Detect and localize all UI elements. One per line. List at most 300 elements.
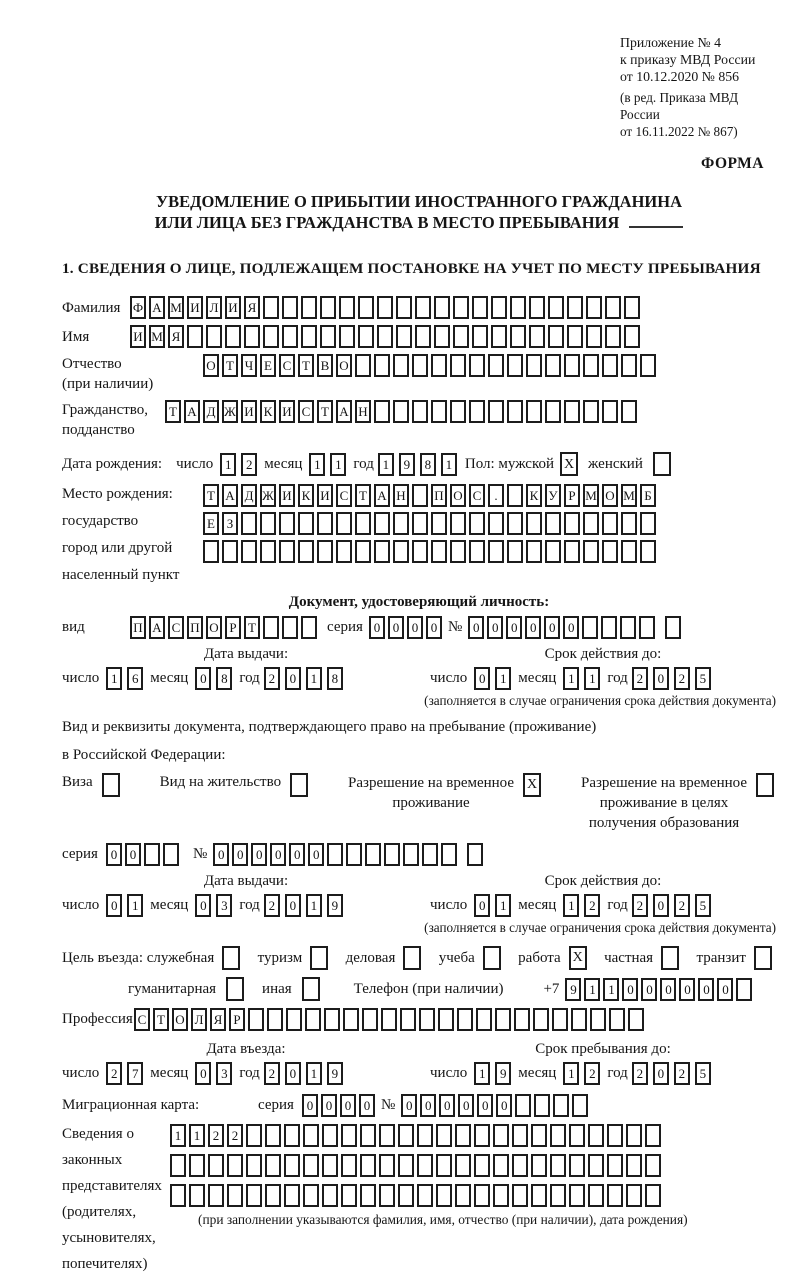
citizenship-boxes[interactable] (165, 400, 637, 423)
char-cell[interactable] (317, 512, 333, 535)
char-cell[interactable] (474, 1154, 490, 1177)
char-cell[interactable] (564, 400, 580, 423)
char-cell[interactable]: 0 (653, 894, 669, 917)
char-cell[interactable] (507, 400, 523, 423)
char-cell[interactable] (282, 325, 298, 348)
purpose-official-checkbox[interactable] (222, 946, 240, 970)
char-cell[interactable]: 9 (327, 894, 343, 917)
char-cell[interactable]: Ч (241, 354, 257, 377)
char-cell[interactable] (317, 540, 333, 563)
char-cell[interactable]: 0 (439, 1094, 455, 1117)
char-cell[interactable]: Р (229, 1008, 245, 1031)
char-cell[interactable] (607, 1154, 623, 1177)
char-cell[interactable] (453, 325, 469, 348)
char-cell[interactable] (265, 1124, 281, 1147)
char-cell[interactable]: 1 (584, 667, 600, 690)
char-cell[interactable]: 0 (474, 894, 490, 917)
birth-year-boxes[interactable] (378, 453, 457, 476)
visa-checkbox[interactable] (102, 773, 120, 797)
char-cell[interactable]: З (222, 512, 238, 535)
char-cell[interactable] (491, 325, 507, 348)
char-cell[interactable]: 2 (264, 1062, 280, 1085)
char-cell[interactable]: 1 (584, 978, 600, 1001)
char-cell[interactable]: 2 (264, 894, 280, 917)
char-cell[interactable] (400, 1008, 416, 1031)
char-cell[interactable] (626, 1124, 642, 1147)
char-cell[interactable] (469, 512, 485, 535)
char-cell[interactable] (510, 325, 526, 348)
char-cell[interactable]: 0 (401, 1094, 417, 1117)
char-cell[interactable]: 1 (106, 667, 122, 690)
char-cell[interactable]: 9 (327, 1062, 343, 1085)
char-cell[interactable] (222, 540, 238, 563)
char-cell[interactable] (263, 325, 279, 348)
char-cell[interactable] (284, 1124, 300, 1147)
char-cell[interactable] (567, 325, 583, 348)
char-cell[interactable]: С (336, 484, 352, 507)
char-cell[interactable]: 0 (195, 1062, 211, 1085)
char-cell[interactable] (545, 400, 561, 423)
stay-day-boxes[interactable] (474, 1062, 511, 1085)
char-cell[interactable] (144, 843, 160, 866)
char-cell[interactable]: 6 (127, 667, 143, 690)
char-cell[interactable] (620, 616, 636, 639)
char-cell[interactable] (282, 296, 298, 319)
char-cell[interactable] (227, 1184, 243, 1207)
char-cell[interactable] (436, 1124, 452, 1147)
char-cell[interactable] (422, 843, 438, 866)
char-cell[interactable] (545, 354, 561, 377)
passport-number-boxes[interactable] (468, 616, 681, 639)
char-cell[interactable] (514, 1008, 530, 1031)
char-cell[interactable] (336, 512, 352, 535)
migration-number-boxes[interactable] (401, 1094, 588, 1117)
char-cell[interactable] (665, 616, 681, 639)
char-cell[interactable]: 0 (407, 616, 423, 639)
char-cell[interactable]: 1 (330, 453, 346, 476)
char-cell[interactable]: 3 (216, 1062, 232, 1085)
rvp-issue-day-boxes[interactable] (106, 894, 143, 917)
char-cell[interactable]: О (203, 354, 219, 377)
char-cell[interactable] (488, 540, 504, 563)
residence-permit-checkbox[interactable] (290, 773, 308, 797)
char-cell[interactable] (552, 1008, 568, 1031)
char-cell[interactable] (553, 1094, 569, 1117)
passport-issue-day-boxes[interactable] (106, 667, 143, 690)
rvp-issue-month-boxes[interactable] (195, 894, 232, 917)
entry-month-boxes[interactable] (195, 1062, 232, 1085)
char-cell[interactable] (569, 1124, 585, 1147)
char-cell[interactable] (602, 540, 618, 563)
char-cell[interactable] (260, 540, 276, 563)
char-cell[interactable] (550, 1154, 566, 1177)
char-cell[interactable] (586, 296, 602, 319)
char-cell[interactable] (441, 843, 457, 866)
char-cell[interactable]: 1 (563, 1062, 579, 1085)
char-cell[interactable]: Р (225, 616, 241, 639)
char-cell[interactable] (476, 1008, 492, 1031)
char-cell[interactable]: 1 (495, 894, 511, 917)
representatives-boxes-row3[interactable] (170, 1184, 688, 1207)
char-cell[interactable]: 9 (495, 1062, 511, 1085)
char-cell[interactable] (241, 512, 257, 535)
char-cell[interactable]: У (545, 484, 561, 507)
char-cell[interactable] (398, 1124, 414, 1147)
char-cell[interactable]: 0 (679, 978, 695, 1001)
rvp-valid-year-boxes[interactable] (632, 894, 711, 917)
char-cell[interactable]: 0 (563, 616, 579, 639)
char-cell[interactable] (341, 1154, 357, 1177)
char-cell[interactable] (417, 1154, 433, 1177)
char-cell[interactable] (265, 1154, 281, 1177)
char-cell[interactable] (569, 1154, 585, 1177)
char-cell[interactable] (398, 1154, 414, 1177)
char-cell[interactable]: Т (298, 354, 314, 377)
char-cell[interactable] (360, 1124, 376, 1147)
char-cell[interactable] (526, 354, 542, 377)
char-cell[interactable] (415, 296, 431, 319)
char-cell[interactable] (301, 296, 317, 319)
char-cell[interactable] (438, 1008, 454, 1031)
birth-place-boxes-row3[interactable] (203, 540, 656, 563)
char-cell[interactable] (607, 1184, 623, 1207)
char-cell[interactable] (379, 1124, 395, 1147)
char-cell[interactable] (377, 325, 393, 348)
char-cell[interactable] (298, 540, 314, 563)
char-cell[interactable] (550, 1124, 566, 1147)
female-checkbox[interactable] (653, 452, 671, 476)
char-cell[interactable]: 0 (270, 843, 286, 866)
char-cell[interactable]: 2 (208, 1124, 224, 1147)
char-cell[interactable]: К (526, 484, 542, 507)
char-cell[interactable]: 2 (632, 1062, 648, 1085)
char-cell[interactable] (531, 1154, 547, 1177)
char-cell[interactable] (206, 325, 222, 348)
char-cell[interactable] (545, 512, 561, 535)
char-cell[interactable] (303, 1184, 319, 1207)
char-cell[interactable]: 0 (506, 616, 522, 639)
char-cell[interactable] (412, 354, 428, 377)
char-cell[interactable] (284, 1184, 300, 1207)
char-cell[interactable] (360, 1184, 376, 1207)
char-cell[interactable] (450, 540, 466, 563)
char-cell[interactable] (469, 354, 485, 377)
char-cell[interactable] (548, 296, 564, 319)
char-cell[interactable] (298, 512, 314, 535)
char-cell[interactable] (624, 296, 640, 319)
char-cell[interactable] (431, 540, 447, 563)
char-cell[interactable] (455, 1124, 471, 1147)
char-cell[interactable] (377, 296, 393, 319)
char-cell[interactable] (322, 1154, 338, 1177)
rvp-issue-year-boxes[interactable] (264, 894, 343, 917)
char-cell[interactable] (491, 296, 507, 319)
char-cell[interactable] (583, 400, 599, 423)
char-cell[interactable]: 3 (216, 894, 232, 917)
char-cell[interactable]: 0 (660, 978, 676, 1001)
char-cell[interactable] (588, 1184, 604, 1207)
birth-day-boxes[interactable] (220, 453, 257, 476)
char-cell[interactable] (241, 540, 257, 563)
char-cell[interactable] (381, 1008, 397, 1031)
char-cell[interactable] (419, 1008, 435, 1031)
char-cell[interactable] (590, 1008, 606, 1031)
char-cell[interactable]: А (149, 616, 165, 639)
char-cell[interactable]: М (149, 325, 165, 348)
char-cell[interactable] (301, 325, 317, 348)
char-cell[interactable]: П (431, 484, 447, 507)
char-cell[interactable]: 0 (285, 667, 301, 690)
char-cell[interactable] (260, 512, 276, 535)
char-cell[interactable] (434, 296, 450, 319)
char-cell[interactable] (512, 1124, 528, 1147)
char-cell[interactable] (267, 1008, 283, 1031)
char-cell[interactable] (510, 296, 526, 319)
char-cell[interactable]: 0 (653, 1062, 669, 1085)
char-cell[interactable]: 0 (251, 843, 267, 866)
char-cell[interactable]: С (298, 400, 314, 423)
char-cell[interactable] (512, 1154, 528, 1177)
char-cell[interactable] (602, 400, 618, 423)
char-cell[interactable] (493, 1124, 509, 1147)
char-cell[interactable]: 0 (622, 978, 638, 1001)
char-cell[interactable] (286, 1008, 302, 1031)
char-cell[interactable] (358, 325, 374, 348)
char-cell[interactable] (455, 1184, 471, 1207)
char-cell[interactable] (379, 1184, 395, 1207)
char-cell[interactable] (453, 296, 469, 319)
char-cell[interactable]: 2 (264, 667, 280, 690)
char-cell[interactable]: П (187, 616, 203, 639)
char-cell[interactable]: 0 (717, 978, 733, 1001)
char-cell[interactable]: Д (203, 400, 219, 423)
char-cell[interactable] (412, 484, 428, 507)
char-cell[interactable] (374, 540, 390, 563)
char-cell[interactable] (621, 400, 637, 423)
char-cell[interactable] (621, 540, 637, 563)
char-cell[interactable]: Я (210, 1008, 226, 1031)
char-cell[interactable] (545, 540, 561, 563)
char-cell[interactable] (493, 1154, 509, 1177)
purpose-humanitarian-checkbox[interactable] (226, 977, 244, 1001)
char-cell[interactable]: Н (393, 484, 409, 507)
char-cell[interactable]: О (172, 1008, 188, 1031)
char-cell[interactable] (450, 354, 466, 377)
char-cell[interactable]: 9 (565, 978, 581, 1001)
char-cell[interactable]: 0 (426, 616, 442, 639)
char-cell[interactable] (601, 616, 617, 639)
char-cell[interactable]: 0 (213, 843, 229, 866)
char-cell[interactable] (339, 296, 355, 319)
char-cell[interactable] (374, 354, 390, 377)
char-cell[interactable]: А (374, 484, 390, 507)
char-cell[interactable] (572, 1094, 588, 1117)
char-cell[interactable] (474, 1184, 490, 1207)
char-cell[interactable]: 2 (632, 894, 648, 917)
char-cell[interactable]: 0 (106, 894, 122, 917)
char-cell[interactable]: 0 (232, 843, 248, 866)
char-cell[interactable] (645, 1154, 661, 1177)
char-cell[interactable] (431, 354, 447, 377)
char-cell[interactable] (403, 843, 419, 866)
char-cell[interactable] (609, 1008, 625, 1031)
char-cell[interactable] (374, 400, 390, 423)
char-cell[interactable]: 1 (378, 453, 394, 476)
char-cell[interactable]: 5 (695, 667, 711, 690)
char-cell[interactable]: 0 (474, 667, 490, 690)
char-cell[interactable] (626, 1154, 642, 1177)
char-cell[interactable]: С (279, 354, 295, 377)
char-cell[interactable] (469, 540, 485, 563)
char-cell[interactable] (515, 1094, 531, 1117)
char-cell[interactable]: 0 (544, 616, 560, 639)
char-cell[interactable]: С (469, 484, 485, 507)
char-cell[interactable] (512, 1184, 528, 1207)
char-cell[interactable] (436, 1154, 452, 1177)
char-cell[interactable] (163, 843, 179, 866)
char-cell[interactable] (493, 1184, 509, 1207)
char-cell[interactable]: 2 (584, 1062, 600, 1085)
phone-boxes[interactable] (565, 978, 752, 1001)
char-cell[interactable] (507, 354, 523, 377)
char-cell[interactable]: А (184, 400, 200, 423)
name-boxes[interactable] (130, 325, 640, 348)
char-cell[interactable]: 1 (189, 1124, 205, 1147)
char-cell[interactable]: 1 (220, 453, 236, 476)
char-cell[interactable] (248, 1008, 264, 1031)
char-cell[interactable]: 0 (653, 667, 669, 690)
rvp-valid-month-boxes[interactable] (563, 894, 600, 917)
char-cell[interactable]: 0 (487, 616, 503, 639)
char-cell[interactable]: 2 (632, 667, 648, 690)
char-cell[interactable]: О (450, 484, 466, 507)
temp-residence-edu-checkbox[interactable] (756, 773, 774, 797)
stay-year-boxes[interactable] (632, 1062, 711, 1085)
char-cell[interactable]: 0 (195, 667, 211, 690)
char-cell[interactable] (227, 1154, 243, 1177)
temp-residence-checkbox[interactable]: X (523, 773, 541, 797)
char-cell[interactable]: 0 (285, 894, 301, 917)
char-cell[interactable] (602, 354, 618, 377)
char-cell[interactable] (203, 540, 219, 563)
char-cell[interactable] (355, 540, 371, 563)
char-cell[interactable]: . (488, 484, 504, 507)
char-cell[interactable] (564, 512, 580, 535)
char-cell[interactable] (607, 1124, 623, 1147)
char-cell[interactable] (393, 354, 409, 377)
char-cell[interactable]: О (206, 616, 222, 639)
char-cell[interactable]: В (317, 354, 333, 377)
char-cell[interactable] (624, 325, 640, 348)
char-cell[interactable] (412, 400, 428, 423)
char-cell[interactable]: 0 (698, 978, 714, 1001)
stay-month-boxes[interactable] (563, 1062, 600, 1085)
char-cell[interactable]: И (130, 325, 146, 348)
char-cell[interactable] (640, 540, 656, 563)
char-cell[interactable] (564, 354, 580, 377)
char-cell[interactable] (583, 540, 599, 563)
char-cell[interactable] (360, 1154, 376, 1177)
char-cell[interactable] (628, 1008, 644, 1031)
rvp-series-boxes[interactable] (106, 843, 179, 866)
surname-boxes[interactable] (130, 296, 640, 319)
char-cell[interactable] (358, 296, 374, 319)
char-cell[interactable]: 7 (127, 1062, 143, 1085)
char-cell[interactable]: Л (191, 1008, 207, 1031)
char-cell[interactable]: 0 (468, 616, 484, 639)
char-cell[interactable] (322, 1184, 338, 1207)
char-cell[interactable] (474, 1124, 490, 1147)
char-cell[interactable] (529, 325, 545, 348)
char-cell[interactable]: О (602, 484, 618, 507)
char-cell[interactable] (303, 1154, 319, 1177)
char-cell[interactable]: И (317, 484, 333, 507)
char-cell[interactable]: 1 (495, 667, 511, 690)
char-cell[interactable]: Е (260, 354, 276, 377)
char-cell[interactable] (263, 616, 279, 639)
char-cell[interactable] (336, 540, 352, 563)
char-cell[interactable]: 9 (399, 453, 415, 476)
char-cell[interactable]: 8 (420, 453, 436, 476)
char-cell[interactable]: 2 (674, 894, 690, 917)
char-cell[interactable] (569, 1184, 585, 1207)
char-cell[interactable]: А (149, 296, 165, 319)
char-cell[interactable] (339, 325, 355, 348)
char-cell[interactable] (279, 512, 295, 535)
char-cell[interactable]: 0 (302, 1094, 318, 1117)
representatives-boxes-row2[interactable] (170, 1154, 688, 1177)
char-cell[interactable] (265, 1184, 281, 1207)
char-cell[interactable] (488, 354, 504, 377)
char-cell[interactable] (533, 1008, 549, 1031)
char-cell[interactable]: Р (564, 484, 580, 507)
char-cell[interactable] (469, 400, 485, 423)
char-cell[interactable]: 1 (306, 894, 322, 917)
char-cell[interactable]: Т (317, 400, 333, 423)
char-cell[interactable] (526, 540, 542, 563)
char-cell[interactable] (305, 1008, 321, 1031)
char-cell[interactable]: 8 (216, 667, 232, 690)
passport-valid-month-boxes[interactable] (563, 667, 600, 690)
char-cell[interactable] (282, 616, 298, 639)
char-cell[interactable]: М (583, 484, 599, 507)
char-cell[interactable] (208, 1154, 224, 1177)
passport-issue-month-boxes[interactable] (195, 667, 232, 690)
char-cell[interactable]: Т (203, 484, 219, 507)
char-cell[interactable] (571, 1008, 587, 1031)
char-cell[interactable] (320, 325, 336, 348)
char-cell[interactable]: М (168, 296, 184, 319)
char-cell[interactable] (431, 400, 447, 423)
char-cell[interactable] (567, 296, 583, 319)
doc-type-boxes[interactable] (130, 616, 317, 639)
char-cell[interactable]: 2 (674, 667, 690, 690)
char-cell[interactable] (263, 296, 279, 319)
rvp-number-boxes[interactable] (213, 843, 483, 866)
char-cell[interactable] (534, 1094, 550, 1117)
char-cell[interactable]: 2 (241, 453, 257, 476)
char-cell[interactable]: 0 (359, 1094, 375, 1117)
char-cell[interactable] (417, 1124, 433, 1147)
char-cell[interactable] (626, 1184, 642, 1207)
passport-valid-day-boxes[interactable] (474, 667, 511, 690)
char-cell[interactable]: Л (206, 296, 222, 319)
char-cell[interactable]: Т (355, 484, 371, 507)
char-cell[interactable]: 0 (525, 616, 541, 639)
char-cell[interactable]: 0 (458, 1094, 474, 1117)
char-cell[interactable]: С (134, 1008, 150, 1031)
char-cell[interactable] (450, 512, 466, 535)
